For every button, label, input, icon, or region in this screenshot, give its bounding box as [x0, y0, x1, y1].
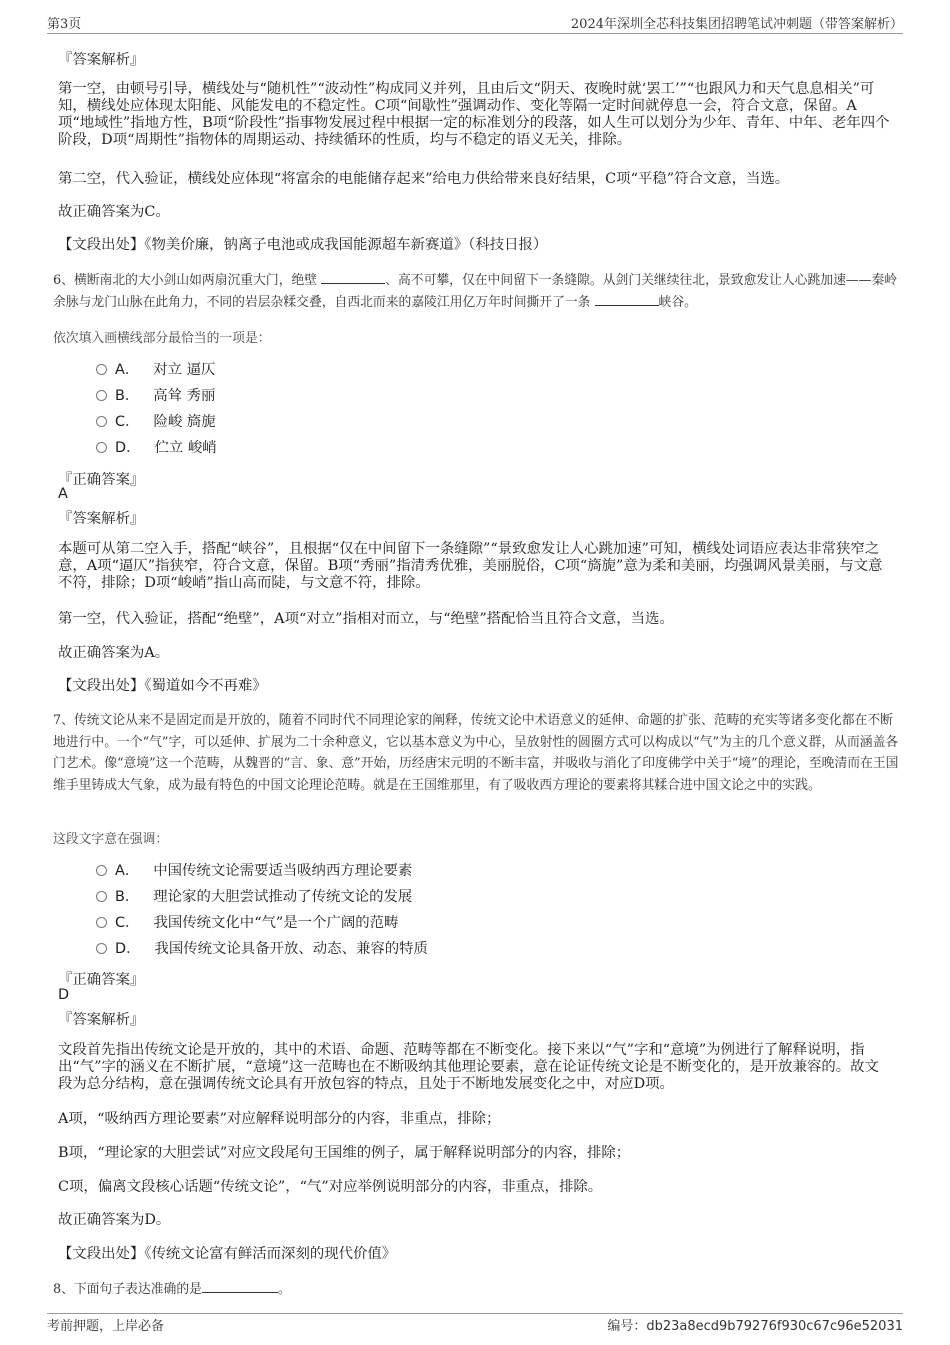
- question-stem: 6、横断南北的大小剑山如两扇沉重大门，绝壁 、高不可攀，仅在中间留下一条缝隙。从剑门关继续往北，景致愈发让人心跳加速——秦岭余脉与龙门山脉在此角力，不同的岩层杂糅交叠，自西北而来的嘉陵江用亿万年时间撕开了一条 峡谷。: [53, 273, 898, 310]
- analysis-paragraph: 第一空，代入验证，搭配“绝壁”，A项“对立”指相对而立，与“绝壁”搭配恰当且符合文意，当选。: [58, 611, 674, 627]
- document-id: 编号：db23a8ecd9b79276f930c67c96e52031: [607, 1319, 903, 1334]
- analysis-paragraph: A项，“吸纳西方理论要素”对应解释说明部分的内容，非重点，排除；: [58, 1111, 501, 1127]
- option-b[interactable]: B． 高耸 秀丽: [96, 386, 215, 406]
- analysis-paragraph: 故正确答案为D。: [58, 1212, 171, 1228]
- question-stem: 8、下面句子表达准确的是 。: [53, 1282, 291, 1297]
- source-citation: 【文段出处】《物美价廉，钠离子电池或成我国能源超车新赛道》（科技日报）: [58, 237, 548, 253]
- footer-slogan: 考前押题，上岸必备: [47, 1319, 165, 1334]
- correct-answer: A: [58, 486, 68, 502]
- page-header: [47, 13, 903, 34]
- fill-blank: [321, 271, 385, 284]
- analysis-label: 『答案解析』: [58, 1012, 145, 1028]
- radio-icon[interactable]: [96, 865, 107, 876]
- option-b[interactable]: B． 理论家的大胆尝试推动了传统文论的发展: [96, 887, 412, 907]
- analysis-paragraph: 第一空，由顿号引导，横线处与“随机性”“波动性”构成同义并列，且由后文“阴天、夜晚时就‘罢工’”“也跟风力和天气息息相关”可知，横线处应体现太阳能、风能发电的不稳定性。C项“间歇性”强调动作、变化等隔一定时间就停息一会，符合文意，保留。A项“地域性”指地方性，B项“阶段性”指事物发展过程中根据一定的标准划分的段落，如人生可以划分为少年、青年、中年、老年四个阶段，D项“周期性”指物体的周期运动、持续循环的性质，均与不稳定的语义无关，排除。: [58, 81, 890, 148]
- question-prompt: 这段文字意在强调：: [53, 832, 169, 847]
- page-number: 第3页: [47, 17, 82, 32]
- radio-icon[interactable]: [96, 891, 107, 902]
- page-footer: [47, 1313, 903, 1334]
- document-title: 2024年深圳全芯科技集团招聘笔试冲刺题（带答案解析）: [570, 17, 903, 32]
- fill-blank: [202, 1280, 278, 1293]
- option-a[interactable]: A． 中国传统文论需要适当吸纳西方理论要素: [96, 861, 412, 881]
- question-stem: 7、传统文论从来不是固定而是开放的，随着不同时代不同理论家的阐释，传统文论中术语意义的延伸、命题的扩张、范畴的充实等诸多变化都在不断地进行中。一个“气”字，可以延伸、扩展为二十余种意义，它以基本意义为中心，呈放射性的圆圈方式可以构成以“气”为主的几个意义群，从而涵盖各门艺术。像“意境”这一个范畴，从魏晋的“言、象、意”开始，历经唐宋元明的不断丰富，并吸收与消化了印度佛学中关于“境”的理论，至晚清而在王国维手里铸成大气象，成为最有特色的中国文论理论范畴。就是在王国维那里，有了吸收西方理论的要素将其糅合进中国文论之中的实践。: [53, 713, 899, 793]
- radio-icon[interactable]: [96, 390, 107, 401]
- radio-icon[interactable]: [96, 364, 107, 375]
- analysis-paragraph: 本题可从第二空入手，搭配“峡谷”，且根据“仅在中间留下一条缝隙”“景致愈发让人心跳加速”可知，横线处词语应表达非常狭窄之意，A项“逼仄”指狭窄，符合文意，保留。B项“秀丽”指清秀优雅，美丽脱俗，C项“旖旎”意为柔和美丽，均强调风景美丽，与文意不符，排除；D项“峻峭”指山高而陡，与文意不符，排除。: [58, 541, 883, 591]
- correct-answer: D: [58, 987, 70, 1003]
- radio-icon[interactable]: [96, 917, 107, 928]
- analysis-paragraph: 故正确答案为C。: [58, 204, 170, 220]
- source-citation: 【文段出处】《传统文论富有鲜活而深刻的现代价值》: [58, 1246, 397, 1262]
- analysis-paragraph: 故正确答案为A。: [58, 645, 170, 661]
- option-c[interactable]: C． 我国传统文化中“气”是一个广阔的范畴: [96, 913, 398, 933]
- correct-answer-label: 『正确答案』: [58, 472, 145, 488]
- analysis-label: 『答案解析』: [58, 511, 145, 527]
- fill-blank: [595, 293, 659, 306]
- radio-icon[interactable]: [96, 943, 107, 954]
- option-d[interactable]: D． 我国传统文论具备开放、动态、兼容的特质: [96, 939, 428, 959]
- radio-icon[interactable]: [96, 416, 107, 427]
- analysis-paragraph: C项，偏离文段核心话题“传统文论”，“气”对应举例说明部分的内容，非重点，排除。: [58, 1179, 603, 1195]
- analysis-paragraph: 文段首先指出传统文论是开放的，其中的术语、命题、范畴等都在不断变化。接下来以“气”字和“意境”为例进行了解释说明，指出“气”字的涵义在不断扩展，“意境”这一范畴也在不断吸纳其他理论要素，意在论证传统文论是不断变化的，是开放兼容的。故文段为总分结构，意在强调传统文论具有开放包容的特点，且处于不断地发展变化之中，对应D项。: [58, 1042, 879, 1092]
- source-citation: 【文段出处】《蜀道如今不再难》: [58, 678, 267, 694]
- analysis-paragraph: 第二空，代入验证，横线处应体现“将富余的电能储存起来”给电力供给带来良好结果，C项“平稳”符合文意，当选。: [58, 171, 790, 187]
- correct-answer-label: 『正确答案』: [58, 972, 145, 988]
- option-a[interactable]: A． 对立 逼仄: [96, 360, 215, 380]
- analysis-label: 『答案解析』: [58, 52, 145, 68]
- radio-icon[interactable]: [96, 442, 107, 453]
- option-d[interactable]: D． 伫立 峻峭: [96, 438, 217, 458]
- question-prompt: 依次填入画横线部分最恰当的一项是：: [53, 331, 271, 346]
- option-c[interactable]: C． 险峻 旖旎: [96, 412, 216, 432]
- analysis-paragraph: B项，“理论家的大胆尝试”对应文段尾句王国维的例子，属于解释说明部分的内容，排除；: [58, 1145, 631, 1161]
